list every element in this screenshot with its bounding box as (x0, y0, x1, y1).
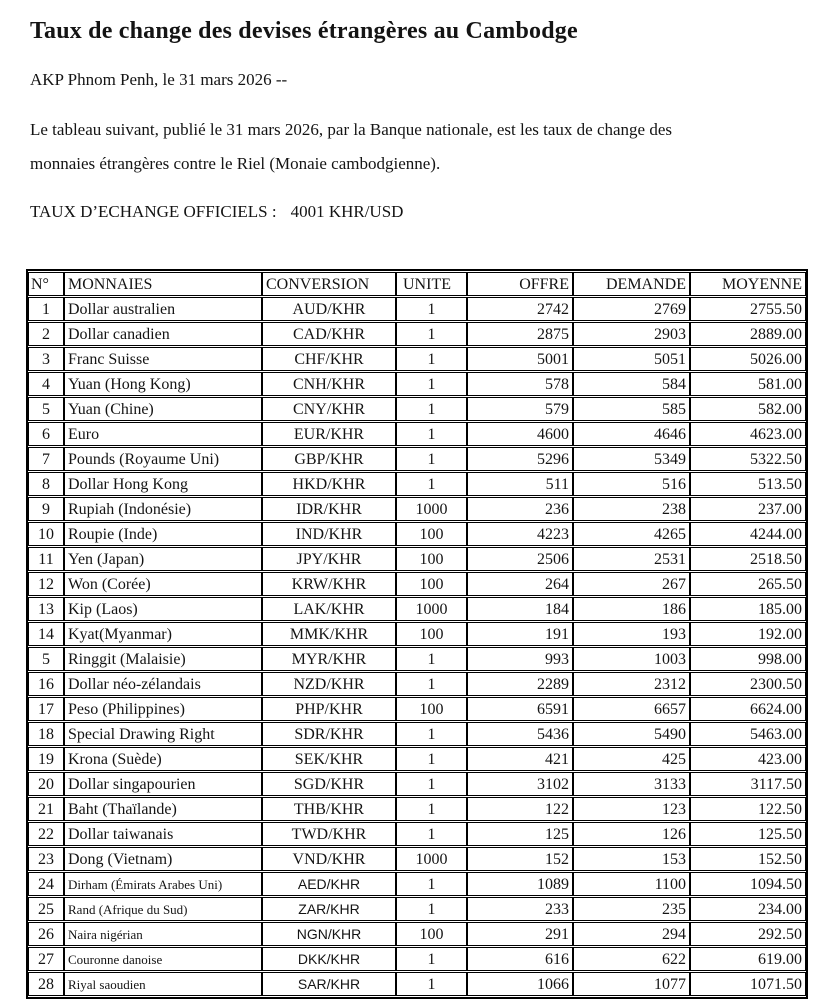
cell-dem: 584 (573, 372, 690, 396)
cell-conv: AUD/KHR (262, 297, 396, 321)
header-unite: UNITE (396, 272, 467, 296)
cell-unit: 1 (396, 397, 467, 421)
cell-unit: 1 (396, 297, 467, 321)
cell-dem: 126 (573, 822, 690, 846)
cell-unit: 1 (396, 722, 467, 746)
cell-name: Dong (Vietnam) (64, 847, 262, 871)
cell-moy: 3117.50 (690, 772, 806, 796)
cell-dem: 2903 (573, 322, 690, 346)
cell-moy: 6624.00 (690, 697, 806, 721)
cell-dem: 6657 (573, 697, 690, 721)
cell-offre: 2289 (467, 672, 573, 696)
cell-no: 2 (28, 322, 64, 346)
cell-dem: 4646 (573, 422, 690, 446)
table-row (28, 647, 806, 671)
cell-unit: 100 (396, 697, 467, 721)
cell-unit: 1 (396, 747, 467, 771)
cell-offre: 5001 (467, 347, 573, 371)
cell-conv: DKK/KHR (262, 947, 396, 971)
cell-dem: 425 (573, 747, 690, 771)
cell-name: Dollar Hong Kong (64, 472, 262, 496)
table-row (28, 472, 806, 496)
cell-moy: 237.00 (690, 497, 806, 521)
cell-name: Special Drawing Right (64, 722, 262, 746)
cell-offre: 236 (467, 497, 573, 521)
cell-unit: 1 (396, 647, 467, 671)
header-offre: OFFRE (467, 272, 573, 296)
table-row (28, 322, 806, 346)
cell-dem: 1100 (573, 872, 690, 896)
cell-dem: 153 (573, 847, 690, 871)
cell-no: 23 (28, 847, 64, 871)
cell-offre: 2742 (467, 297, 573, 321)
cell-dem: 622 (573, 947, 690, 971)
cell-name: Yuan (Hong Kong) (64, 372, 262, 396)
cell-unit: 1 (396, 797, 467, 821)
cell-conv: EUR/KHR (262, 422, 396, 446)
cell-unit: 1 (396, 897, 467, 921)
cell-conv: MMK/KHR (262, 622, 396, 646)
cell-no: 25 (28, 897, 64, 921)
cell-conv: CNY/KHR (262, 397, 396, 421)
cell-no: 26 (28, 922, 64, 946)
cell-unit: 100 (396, 547, 467, 571)
cell-dem: 235 (573, 897, 690, 921)
cell-moy: 1071.50 (690, 972, 806, 996)
cell-unit: 1 (396, 422, 467, 446)
cell-dem: 5051 (573, 347, 690, 371)
cell-no: 9 (28, 497, 64, 521)
cell-no: 20 (28, 772, 64, 796)
table-row (28, 897, 806, 921)
cell-offre: 616 (467, 947, 573, 971)
cell-conv: ZAR/KHR (262, 897, 396, 921)
cell-conv: SGD/KHR (262, 772, 396, 796)
cell-moy: 2518.50 (690, 547, 806, 571)
cell-no: 13 (28, 597, 64, 621)
cell-moy: 2755.50 (690, 297, 806, 321)
table-row (28, 522, 806, 546)
cell-moy: 423.00 (690, 747, 806, 771)
cell-moy: 2300.50 (690, 672, 806, 696)
cell-conv: CAD/KHR (262, 322, 396, 346)
table-row (28, 297, 806, 321)
cell-unit: 100 (396, 522, 467, 546)
cell-offre: 4223 (467, 522, 573, 546)
cell-unit: 1 (396, 372, 467, 396)
cell-conv: IDR/KHR (262, 497, 396, 521)
cell-no: 8 (28, 472, 64, 496)
table-row (28, 497, 806, 521)
cell-moy: 5026.00 (690, 347, 806, 371)
table-row (28, 772, 806, 796)
cell-offre: 291 (467, 922, 573, 946)
cell-name: Dollar singapourien (64, 772, 262, 796)
cell-offre: 125 (467, 822, 573, 846)
cell-conv: THB/KHR (262, 797, 396, 821)
table-row (28, 547, 806, 571)
cell-unit: 1 (396, 347, 467, 371)
cell-unit: 1 (396, 672, 467, 696)
cell-conv: SDR/KHR (262, 722, 396, 746)
cell-moy: 998.00 (690, 647, 806, 671)
cell-conv: CHF/KHR (262, 347, 396, 371)
cell-dem: 4265 (573, 522, 690, 546)
cell-offre: 4600 (467, 422, 573, 446)
cell-name: Dirham (Émirats Arabes Uni) (64, 872, 262, 896)
cell-conv: IND/KHR (262, 522, 396, 546)
cell-unit: 100 (396, 922, 467, 946)
cell-moy: 5322.50 (690, 447, 806, 471)
cell-moy: 192.00 (690, 622, 806, 646)
cell-dem: 294 (573, 922, 690, 946)
cell-offre: 184 (467, 597, 573, 621)
cell-no: 24 (28, 872, 64, 896)
cell-moy: 1094.50 (690, 872, 806, 896)
cell-no: 7 (28, 447, 64, 471)
cell-unit: 100 (396, 622, 467, 646)
cell-offre: 191 (467, 622, 573, 646)
cell-offre: 993 (467, 647, 573, 671)
cell-unit: 1 (396, 822, 467, 846)
cell-conv: HKD/KHR (262, 472, 396, 496)
cell-dem: 186 (573, 597, 690, 621)
header-demande: DEMANDE (573, 272, 690, 296)
header-conversion: CONVERSION (262, 272, 396, 296)
cell-unit: 100 (396, 572, 467, 596)
cell-no: 5 (28, 647, 64, 671)
cell-conv: TWD/KHR (262, 822, 396, 846)
cell-conv: SEK/KHR (262, 747, 396, 771)
cell-unit: 1 (396, 972, 467, 996)
cell-moy: 152.50 (690, 847, 806, 871)
cell-no: 6 (28, 422, 64, 446)
cell-moy: 581.00 (690, 372, 806, 396)
table-row (28, 972, 806, 996)
cell-dem: 5490 (573, 722, 690, 746)
table-row (28, 397, 806, 421)
cell-conv: SAR/KHR (262, 972, 396, 996)
cell-conv: PHP/KHR (262, 697, 396, 721)
fx-table (28, 271, 806, 997)
cell-conv: LAK/KHR (262, 597, 396, 621)
table-header-row (28, 272, 806, 296)
cell-name: Won (Corée) (64, 572, 262, 596)
intro-line-2: monnaies étrangères contre le Riel (Monaie cambodgienne). (30, 154, 441, 173)
table-row (28, 947, 806, 971)
header-no: N° (28, 272, 64, 296)
cell-conv: GBP/KHR (262, 447, 396, 471)
cell-name: Kyat(Myanmar) (64, 622, 262, 646)
cell-offre: 1089 (467, 872, 573, 896)
cell-conv: NGN/KHR (262, 922, 396, 946)
cell-conv: JPY/KHR (262, 547, 396, 571)
intro-paragraph (30, 113, 812, 181)
cell-name: Franc Suisse (64, 347, 262, 371)
cell-offre: 2875 (467, 322, 573, 346)
cell-moy: 582.00 (690, 397, 806, 421)
cell-no: 22 (28, 822, 64, 846)
cell-moy: 4244.00 (690, 522, 806, 546)
header-monnaies: MONNAIES (64, 272, 262, 296)
cell-dem: 123 (573, 797, 690, 821)
cell-moy: 2889.00 (690, 322, 806, 346)
cell-unit: 1 (396, 947, 467, 971)
cell-name: Dollar australien (64, 297, 262, 321)
cell-offre: 1066 (467, 972, 573, 996)
cell-name: Yuan (Chine) (64, 397, 262, 421)
cell-name: Dollar néo-zélandais (64, 672, 262, 696)
cell-moy: 234.00 (690, 897, 806, 921)
cell-unit: 1 (396, 472, 467, 496)
table-row (28, 597, 806, 621)
cell-no: 27 (28, 947, 64, 971)
cell-conv: VND/KHR (262, 847, 396, 871)
table-row (28, 347, 806, 371)
cell-name: Roupie (Inde) (64, 522, 262, 546)
cell-unit: 1000 (396, 597, 467, 621)
cell-moy: 185.00 (690, 597, 806, 621)
table-row (28, 622, 806, 646)
cell-offre: 5436 (467, 722, 573, 746)
cell-dem: 3133 (573, 772, 690, 796)
exchange-rate-table (26, 269, 808, 999)
table-row (28, 822, 806, 846)
table-row (28, 372, 806, 396)
cell-no: 18 (28, 722, 64, 746)
cell-name: Krona (Suède) (64, 747, 262, 771)
table-row (28, 422, 806, 446)
cell-offre: 5296 (467, 447, 573, 471)
cell-no: 28 (28, 972, 64, 996)
cell-offre: 579 (467, 397, 573, 421)
byline: AKP Phnom Penh, le 31 mars 2026 -- (30, 70, 288, 89)
cell-no: 3 (28, 347, 64, 371)
cell-dem: 238 (573, 497, 690, 521)
page-title: Taux de change des devises étrangères au Cambodge (30, 18, 578, 44)
cell-offre: 421 (467, 747, 573, 771)
table-row (28, 747, 806, 771)
cell-moy: 5463.00 (690, 722, 806, 746)
cell-moy: 619.00 (690, 947, 806, 971)
cell-name: Kip (Laos) (64, 597, 262, 621)
official-rate-label: TAUX D’ECHANGE OFFICIELS : (30, 202, 277, 221)
cell-offre: 122 (467, 797, 573, 821)
table-row (28, 872, 806, 896)
cell-moy: 122.50 (690, 797, 806, 821)
cell-offre: 233 (467, 897, 573, 921)
cell-conv: MYR/KHR (262, 647, 396, 671)
cell-no: 5 (28, 397, 64, 421)
cell-dem: 516 (573, 472, 690, 496)
cell-unit: 1 (396, 447, 467, 471)
cell-dem: 585 (573, 397, 690, 421)
cell-name: Pounds (Royaume Uni) (64, 447, 262, 471)
cell-name: Peso (Philippines) (64, 697, 262, 721)
official-rate-value: 4001 KHR/USD (290, 202, 404, 221)
cell-dem: 5349 (573, 447, 690, 471)
table-row (28, 697, 806, 721)
cell-unit: 1 (396, 772, 467, 796)
intro-line-1: Le tableau suivant, publié le 31 mars 2026, par la Banque nationale, est les taux de change des (30, 120, 673, 139)
cell-dem: 2531 (573, 547, 690, 571)
cell-name: Baht (Thaïlande) (64, 797, 262, 821)
cell-offre: 578 (467, 372, 573, 396)
cell-dem: 2312 (573, 672, 690, 696)
cell-name: Dollar taiwanais (64, 822, 262, 846)
cell-dem: 1077 (573, 972, 690, 996)
cell-no: 1 (28, 297, 64, 321)
table-row (28, 572, 806, 596)
official-rate-line (30, 202, 812, 222)
cell-offre: 2506 (467, 547, 573, 571)
cell-no: 11 (28, 547, 64, 571)
cell-moy: 265.50 (690, 572, 806, 596)
cell-moy: 4623.00 (690, 422, 806, 446)
cell-no: 4 (28, 372, 64, 396)
cell-name: Yen (Japan) (64, 547, 262, 571)
table-row (28, 797, 806, 821)
cell-name: Ringgit (Malaisie) (64, 647, 262, 671)
cell-conv: CNH/KHR (262, 372, 396, 396)
cell-name: Naira nigérian (64, 922, 262, 946)
table-row (28, 722, 806, 746)
cell-unit: 1000 (396, 497, 467, 521)
table-row (28, 922, 806, 946)
cell-no: 21 (28, 797, 64, 821)
cell-no: 17 (28, 697, 64, 721)
cell-moy: 513.50 (690, 472, 806, 496)
cell-name: Rupiah (Indonésie) (64, 497, 262, 521)
cell-unit: 1000 (396, 847, 467, 871)
cell-name: Rand (Afrique du Sud) (64, 897, 262, 921)
cell-dem: 267 (573, 572, 690, 596)
cell-conv: AED/KHR (262, 872, 396, 896)
cell-conv: NZD/KHR (262, 672, 396, 696)
cell-offre: 3102 (467, 772, 573, 796)
cell-unit: 1 (396, 872, 467, 896)
table-row (28, 447, 806, 471)
cell-offre: 264 (467, 572, 573, 596)
cell-moy: 292.50 (690, 922, 806, 946)
cell-dem: 2769 (573, 297, 690, 321)
cell-conv: KRW/KHR (262, 572, 396, 596)
cell-no: 14 (28, 622, 64, 646)
cell-dem: 1003 (573, 647, 690, 671)
table-row (28, 672, 806, 696)
cell-dem: 193 (573, 622, 690, 646)
cell-offre: 511 (467, 472, 573, 496)
cell-offre: 152 (467, 847, 573, 871)
cell-no: 10 (28, 522, 64, 546)
cell-name: Euro (64, 422, 262, 446)
cell-offre: 6591 (467, 697, 573, 721)
cell-name: Couronne danoise (64, 947, 262, 971)
header-moyenne: MOYENNE (690, 272, 806, 296)
cell-no: 12 (28, 572, 64, 596)
table-row (28, 847, 806, 871)
cell-moy: 125.50 (690, 822, 806, 846)
cell-name: Riyal saoudien (64, 972, 262, 996)
cell-name: Dollar canadien (64, 322, 262, 346)
cell-no: 16 (28, 672, 64, 696)
cell-unit: 1 (396, 322, 467, 346)
cell-no: 19 (28, 747, 64, 771)
